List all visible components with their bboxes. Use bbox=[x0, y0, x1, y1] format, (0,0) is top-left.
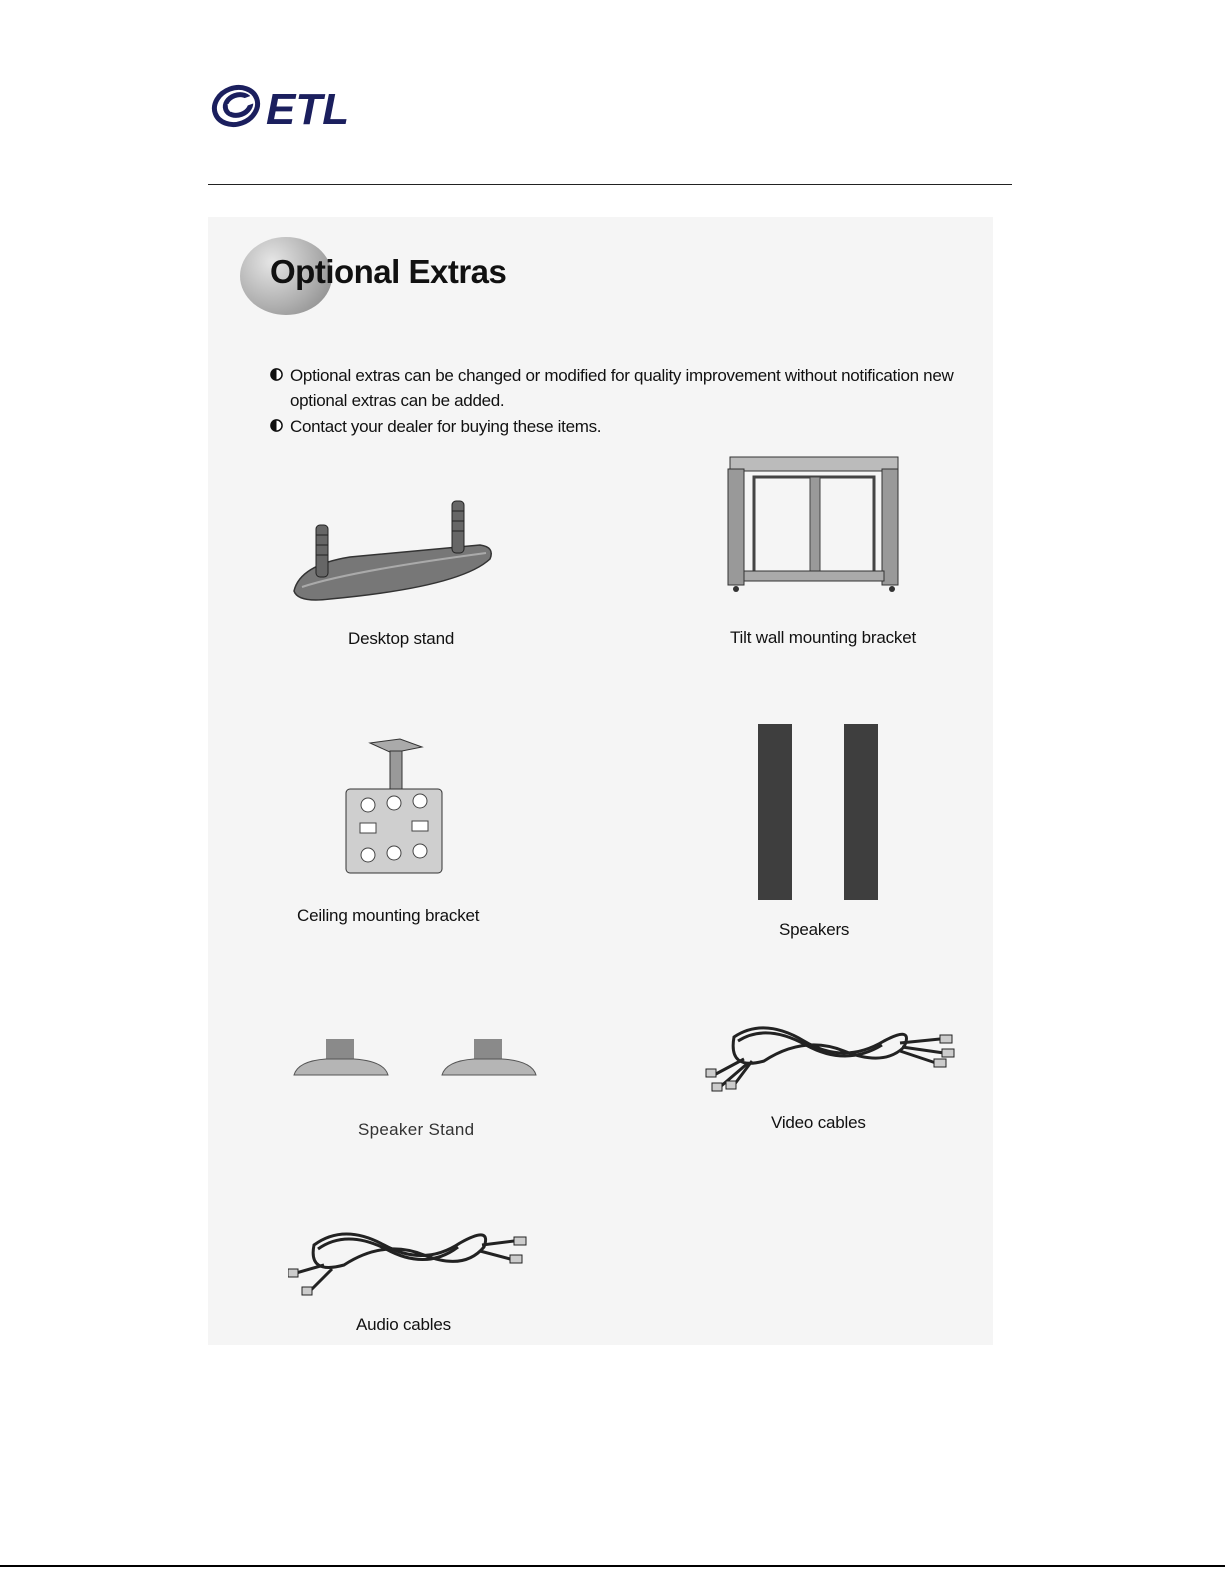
item-caption: Speaker Stand bbox=[358, 1120, 475, 1139]
item-caption: Desktop stand bbox=[348, 629, 455, 648]
note-text: Optional extras can be changed or modified for quality improvement without notification new optional extras can be added. bbox=[290, 366, 954, 410]
header-divider bbox=[208, 184, 1012, 185]
speaker-stand-icon bbox=[292, 1037, 538, 1079]
half-circle-bullet-icon bbox=[270, 419, 283, 432]
item-caption: Audio cables bbox=[356, 1315, 451, 1334]
note-item bbox=[270, 363, 970, 413]
footer-rule bbox=[0, 1565, 1225, 1567]
speakers-icon bbox=[756, 722, 880, 902]
desktop-stand-icon bbox=[290, 495, 500, 605]
item-caption: Tilt wall mounting bracket bbox=[730, 628, 916, 647]
ceiling-bracket-icon bbox=[338, 737, 450, 879]
note-item bbox=[270, 414, 970, 439]
etl-logo bbox=[210, 80, 370, 132]
item-caption: Video cables bbox=[771, 1113, 866, 1132]
item-caption: Speakers bbox=[779, 920, 850, 939]
video-cables-icon bbox=[704, 1017, 956, 1093]
half-circle-bullet-icon bbox=[270, 368, 283, 381]
optional-extras-panel bbox=[208, 217, 993, 1345]
audio-cables-icon bbox=[288, 1215, 528, 1299]
brand-name: ETL bbox=[266, 85, 350, 132]
note-text: Contact your dealer for buying these items. bbox=[290, 417, 602, 436]
page-title: Optional Extras bbox=[270, 253, 507, 290]
item-caption: Ceiling mounting bracket bbox=[297, 906, 480, 925]
tilt-wall-bracket-icon bbox=[724, 453, 904, 593]
